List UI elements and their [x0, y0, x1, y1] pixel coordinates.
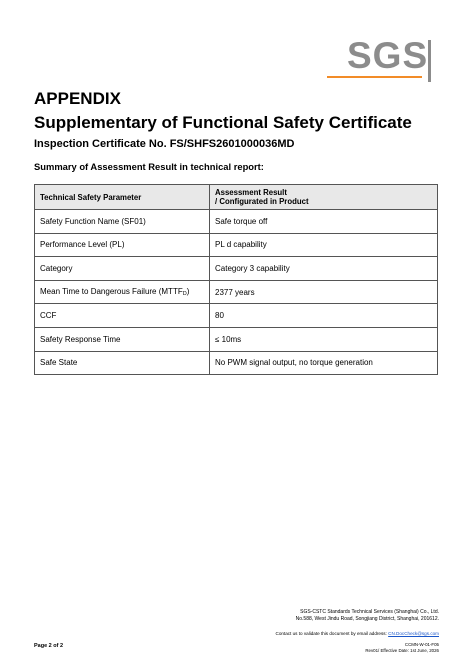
result-cell: Category 3 capability [210, 257, 438, 281]
logo-bar [428, 40, 431, 82]
parameter-end: ) [186, 287, 190, 297]
table-header-row [35, 185, 438, 210]
parameter-cell [35, 280, 210, 304]
logo-underline [327, 76, 422, 78]
col-header-parameter: Technical Safety Parameter [35, 185, 210, 210]
parameter-cell: Performance Level (PL) [35, 233, 210, 257]
col-header-result [210, 185, 438, 210]
contact-text: Contact us to validate this document by email address: [275, 631, 387, 636]
form-code: CCMN-W-01-F05 [404, 642, 439, 647]
footer-contact [276, 631, 440, 636]
footer-organization [296, 609, 439, 622]
result-cell: Safe torque off [210, 210, 438, 234]
parameter-main: Mean Time to Dangerous Failure (MTTF [40, 287, 183, 297]
result-cell: No PWM signal output, no torque generation [210, 351, 438, 375]
assessment-table [34, 184, 438, 375]
result-cell: 2377 years [210, 280, 438, 304]
form-code-block [365, 642, 439, 653]
page-title: Supplementary of Functional Safety Certificate [34, 113, 412, 132]
table-row [35, 304, 438, 328]
parameter-cell: Safe State [35, 351, 210, 375]
parameter-subscript: D [182, 291, 187, 298]
org-name: SGS-CSTC Standards Technical Services (Shanghai) Co., Ltd. [300, 609, 439, 615]
table-row [35, 257, 438, 281]
table-row [35, 280, 438, 304]
result-cell: PL d capability [210, 233, 438, 257]
col-header-result-line2: / Configurated in Product [215, 197, 309, 206]
result-cell: ≤ 10ms [210, 327, 438, 351]
summary-heading: Summary of Assessment Result in technical report: [34, 161, 264, 172]
certificate-number: Inspection Certificate No. FS/SHFS2601000036MD [34, 138, 295, 150]
table-row [35, 233, 438, 257]
parameter-cell: Safety Response Time [35, 327, 210, 351]
form-revision: Rev01/ Effective Date: 1st June, 2026 [365, 647, 439, 653]
result-cell: 80 [210, 304, 438, 328]
sgs-logo-text: SGS [347, 35, 429, 76]
parameter-cell: Category [35, 257, 210, 281]
sgs-logo [327, 34, 437, 80]
table-row [35, 327, 438, 351]
table-row [35, 210, 438, 234]
col-header-result-line1: Assessment Result [215, 188, 287, 197]
org-address: No.588, West Jindu Road, Songjiang District, Shanghai, 201612. [295, 615, 439, 622]
parameter-cell: CCF [35, 304, 210, 328]
page-number: Page 2 of 2 [34, 643, 64, 649]
appendix-heading: APPENDIX [34, 89, 121, 108]
table-row [35, 351, 438, 375]
parameter-cell: Safety Function Name (SF01) [35, 210, 210, 234]
contact-email-link[interactable]: CN.DocCheck@sgs.com [388, 631, 439, 636]
